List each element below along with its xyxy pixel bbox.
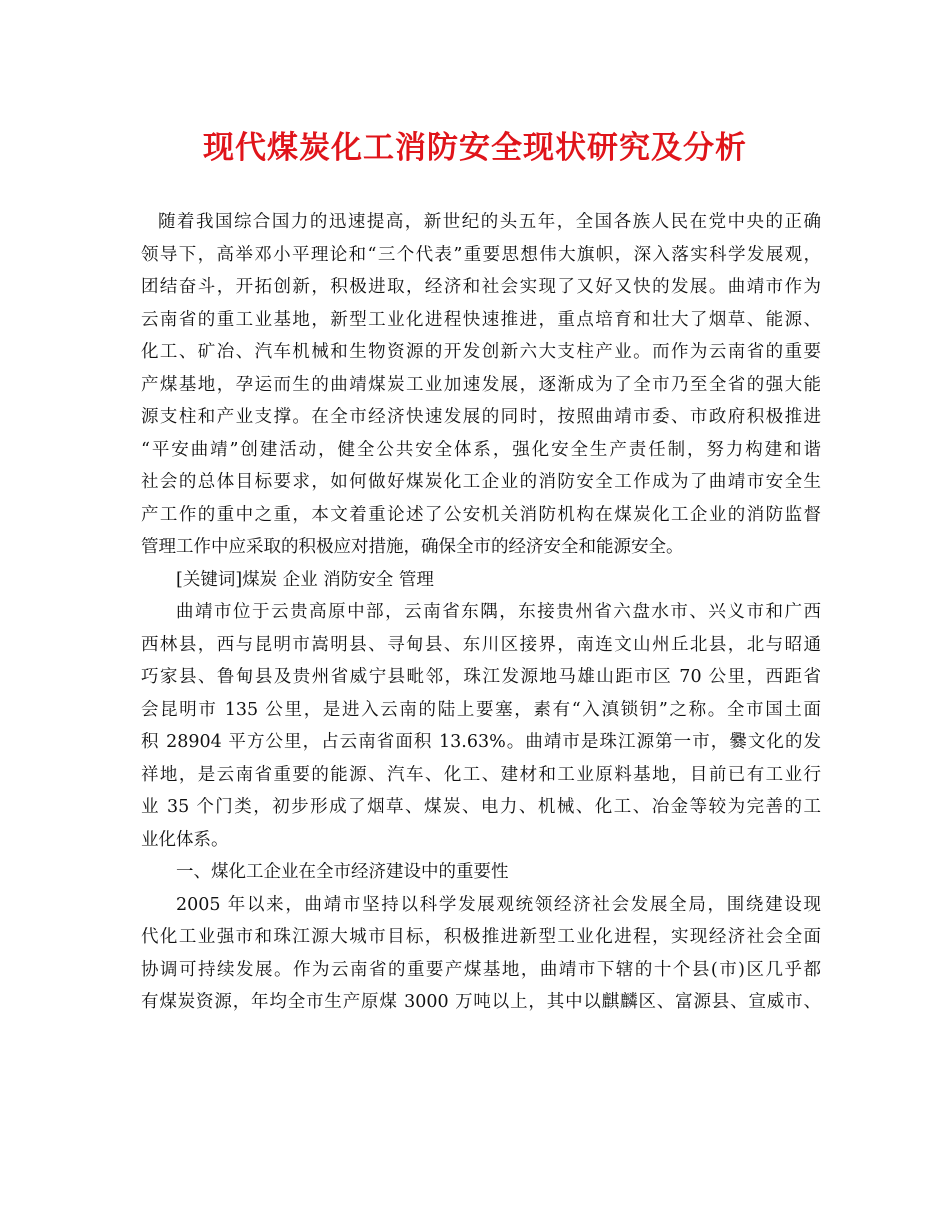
text-line: 协调可持续发展。作为云南省的重要产煤基地，曲靖市下辖的十个县(市)区几乎都 bbox=[141, 959, 821, 980]
text-line: 产煤基地，孕运而生的曲靖煤炭工业加速发展，逐渐成为了全市乃至全省的强大能 bbox=[141, 374, 821, 395]
text-line: 管理工作中应采取的积极应对措施，确保全市的经济安全和能源安全。 bbox=[141, 537, 684, 557]
document-title: 现代煤炭化工消防安全现状研究及分析 bbox=[203, 130, 747, 166]
text-line: 会昆明市 135 公里，是进入云南的陆上要塞，素有“入滇锁钥”之称。全市国土面 bbox=[141, 699, 821, 720]
text-line: 社会的总体目标要求，如何做好煤炭化工企业的消防安全工作成为了曲靖市安全生 bbox=[141, 472, 821, 492]
text-line: 领导下，高举邓小平理论和“三个代表”重要思想伟大旗帜，深入落实科学发展观， bbox=[141, 244, 821, 265]
text-line: 有煤炭资源，年均全市生产原煤 3000 万吨以上，其中以麒麟区、富源县、宣威市、 bbox=[141, 992, 821, 1012]
text-line: 曲靖市位于云贵高原中部，云南省东隅，东接贵州省六盘水市、兴义市和广西 bbox=[176, 602, 821, 622]
text-line: 团结奋斗，开拓创新，积极进取，经济和社会实现了又好又快的发展。曲靖市作为 bbox=[141, 277, 821, 297]
text-line: 业 35 个门类，初步形成了烟草、煤炭、电力、机械、化工、冶金等较为完善的工 bbox=[141, 797, 821, 817]
text-line: 随着我国综合国力的迅速提高，新世纪的头五年，全国各族人民在党中央的正确 bbox=[158, 212, 821, 232]
keywords-line: [关键词]煤炭 企业 消防安全 管理 bbox=[176, 569, 434, 590]
text-line: 代化工业强市和珠江源大城市目标，积极推进新型工业化进程，实现经济社会全面 bbox=[141, 927, 821, 947]
text-line: 祥地，是云南省重要的能源、汽车、化工、建材和工业原料基地，目前已有工业行 bbox=[141, 764, 821, 785]
text-line: 化工、矿冶、汽车机械和生物资源的开发创新六大支柱产业。而作为云南省的重要 bbox=[141, 342, 821, 362]
section-heading: 一、煤化工企业在全市经济建设中的重要性 bbox=[176, 862, 509, 882]
document-body bbox=[141, 206, 821, 1019]
text-line: 源支柱和产业支撑。在全市经济快速发展的同时，按照曲靖市委、市政府积极推进 bbox=[141, 407, 821, 427]
text-line: 2005 年以来，曲靖市坚持以科学发展观统领经济社会发展全局，围绕建设现 bbox=[176, 894, 821, 915]
text-line: 业化体系。 bbox=[141, 829, 229, 850]
text-line: 西林县，西与昆明市嵩明县、寻甸县、东川区接界，南连文山州丘北县，北与昭通 bbox=[141, 634, 821, 655]
text-line: 云南省的重工业基地，新型工业化进程快速推进，重点培育和壮大了烟草、能源、 bbox=[141, 309, 821, 330]
text-line: “平安曲靖”创建活动，健全公共安全体系，强化安全生产责任制，努力构建和谐 bbox=[141, 439, 821, 460]
text-line: 产工作的重中之重，本文着重论述了公安机关消防机构在煤炭化工企业的消防监督 bbox=[141, 504, 821, 525]
text-line: 积 28904 平方公里，占云南省面积 13.63%。曲靖市是珠江源第一市，爨文化的发 bbox=[141, 732, 821, 752]
text-line: 巧家县、鲁甸县及贵州省威宁县毗邻，珠江发源地马雄山距市区 70 公里，西距省 bbox=[141, 667, 821, 687]
